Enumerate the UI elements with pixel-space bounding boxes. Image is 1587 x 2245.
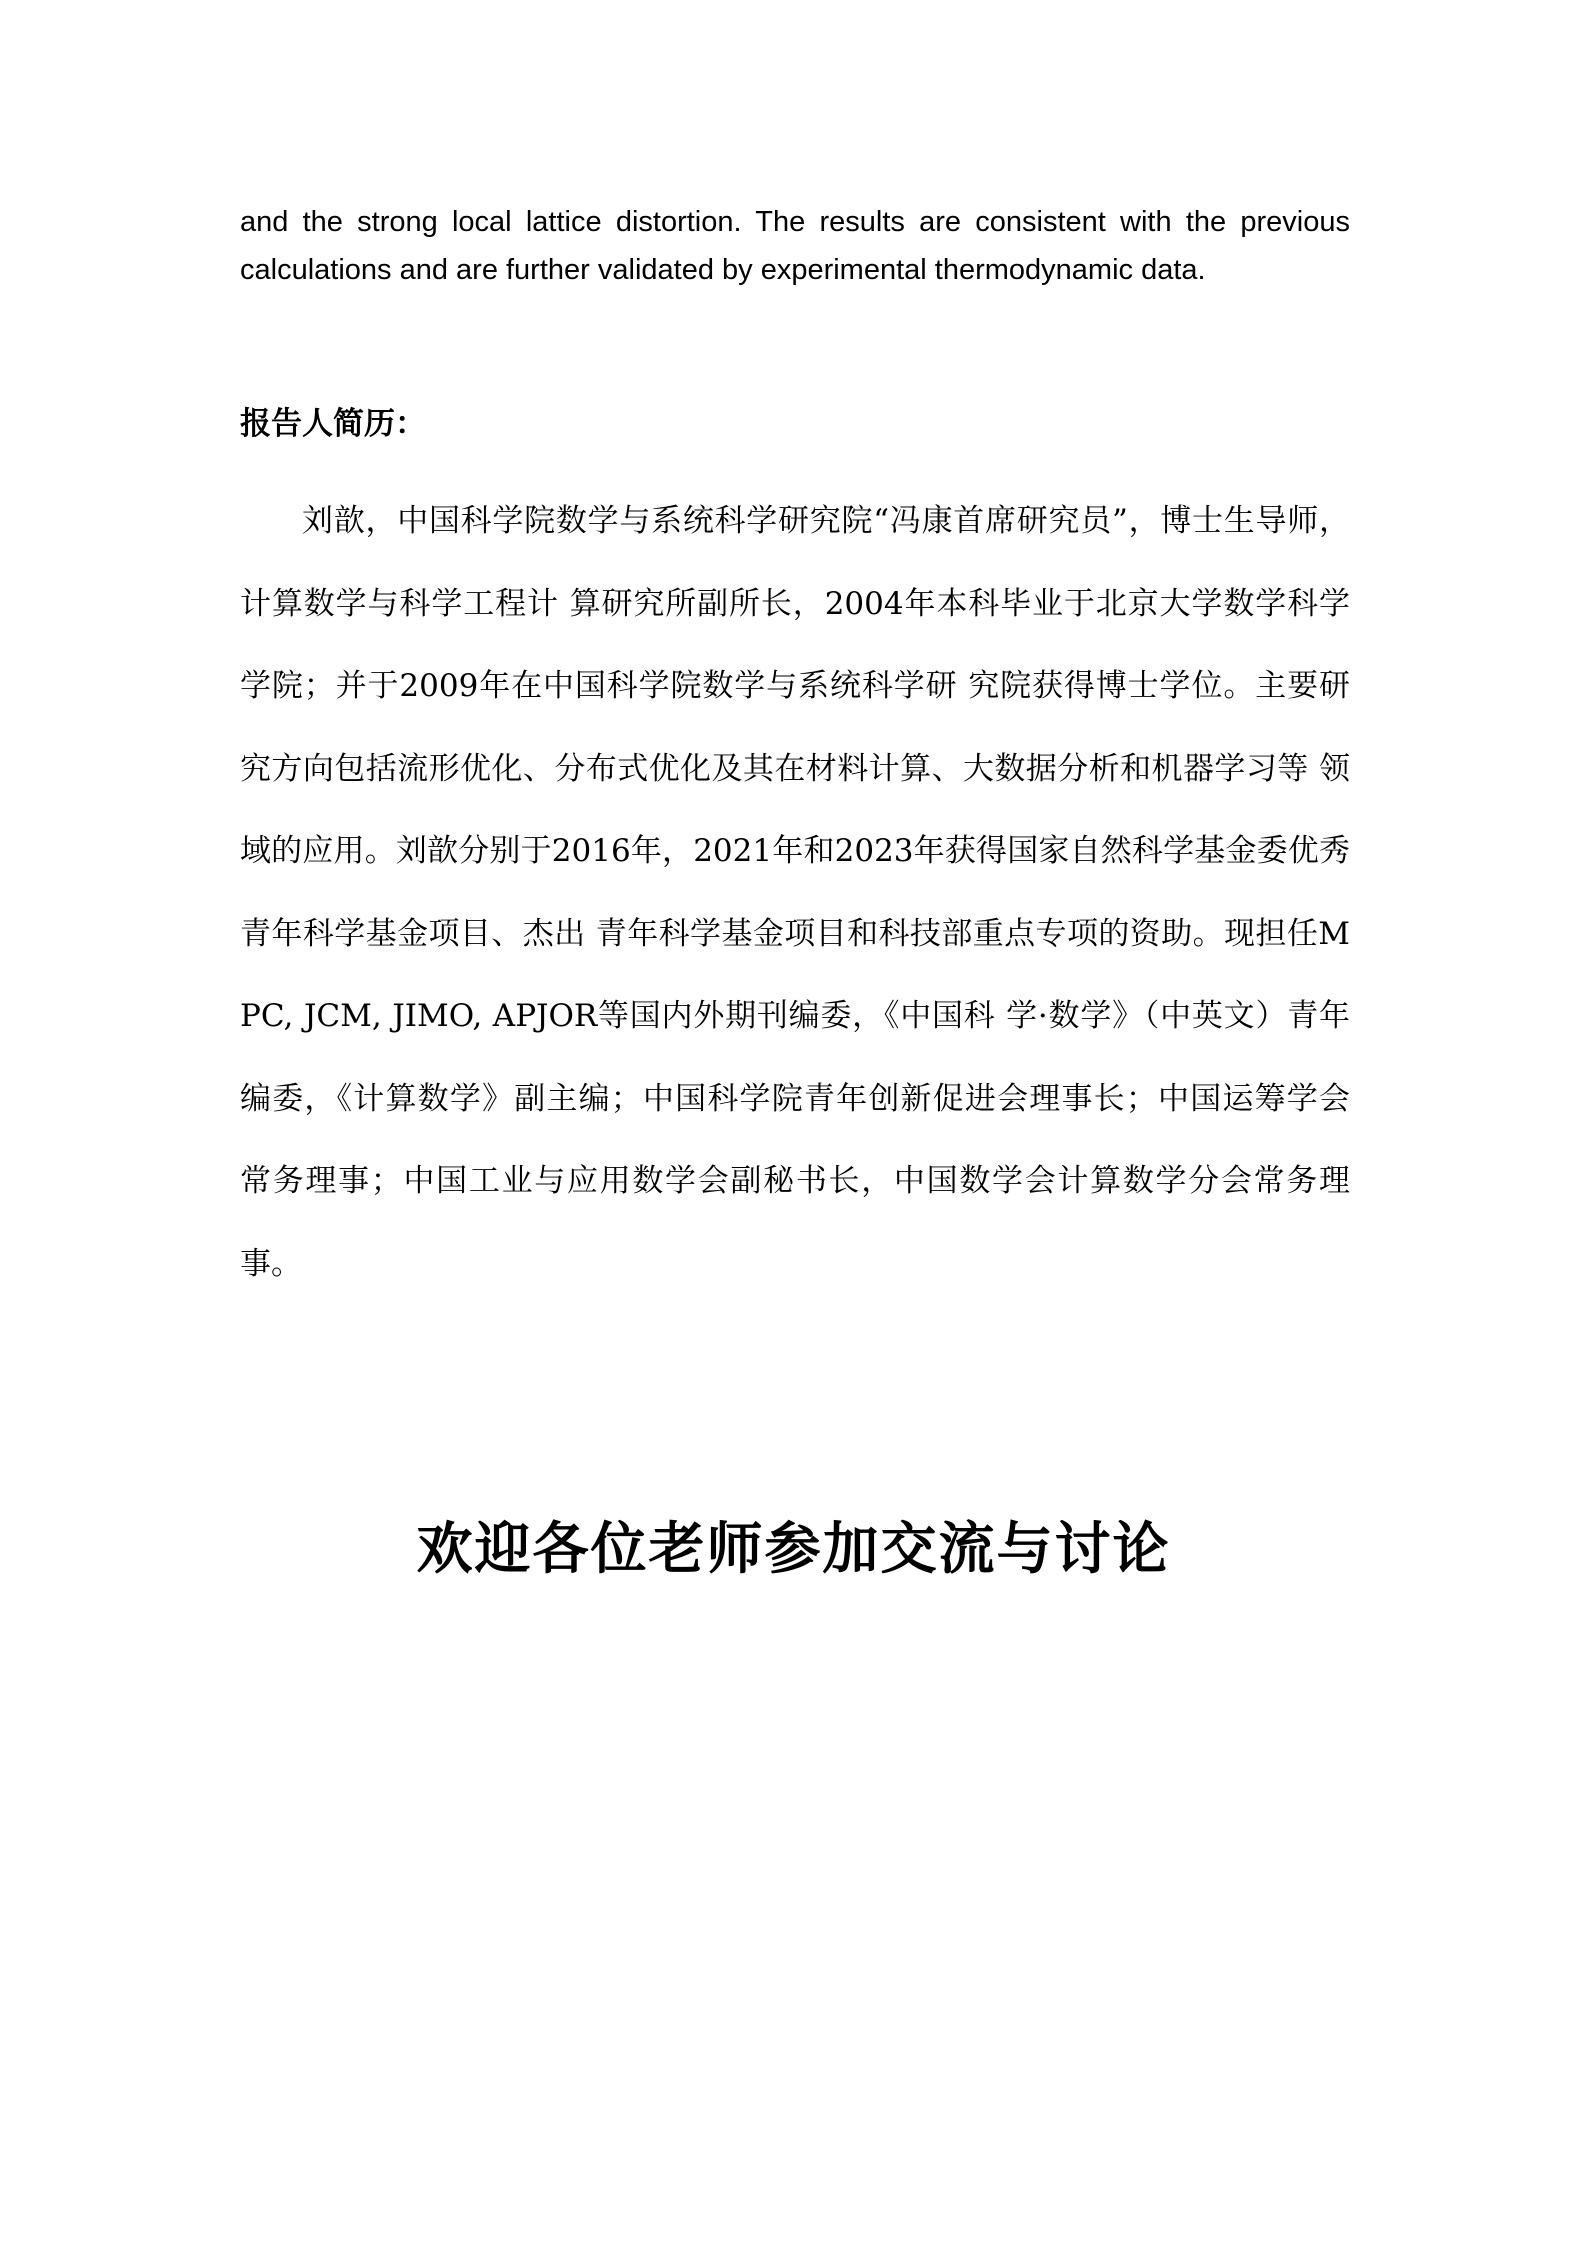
welcome-banner: 欢迎各位老师参加交流与讨论 — [416, 1517, 1171, 1582]
speaker-bio-paragraph: 刘歆，中国科学院数学与系统科学研究院“冯康首席研究员”，博士生导师，计算数学与科学工程计 算研究所副所长，2004年本科毕业于北京大学数学科学学院；并于2009年在中国科学院数学与系统科学研 究院获得博士学位。主要研究方向包括流形优化、分布式优化及其在材料计算、大数据分析和机器学习等 领域的应用。刘歆分别于2016年，2021年和2023年获得国家自然科学基金委优秀青年科学基金项目、杰出 青年科学基金项目和科技部重点专项的资助。现担任MPC, JCM, JIMO, APJOR等国内外期刊编委，《中国科 学·数学》（中英文）青年编委，《计算数学》副主编；中国科学院青年创新促进会理事长；中国运筹学会 常务理事；中国工业与应用数学会副秘书长，中国数学会计算数学分会常务理事。 — [240, 503, 1350, 1282]
speaker-bio-heading: 报告人简历： — [240, 406, 426, 442]
abstract-continuation-paragraph: and the strong local lattice distortion. The results are consistent with the previous calculations and are further validated by experimental thermodynamic data. — [240, 206, 1350, 286]
